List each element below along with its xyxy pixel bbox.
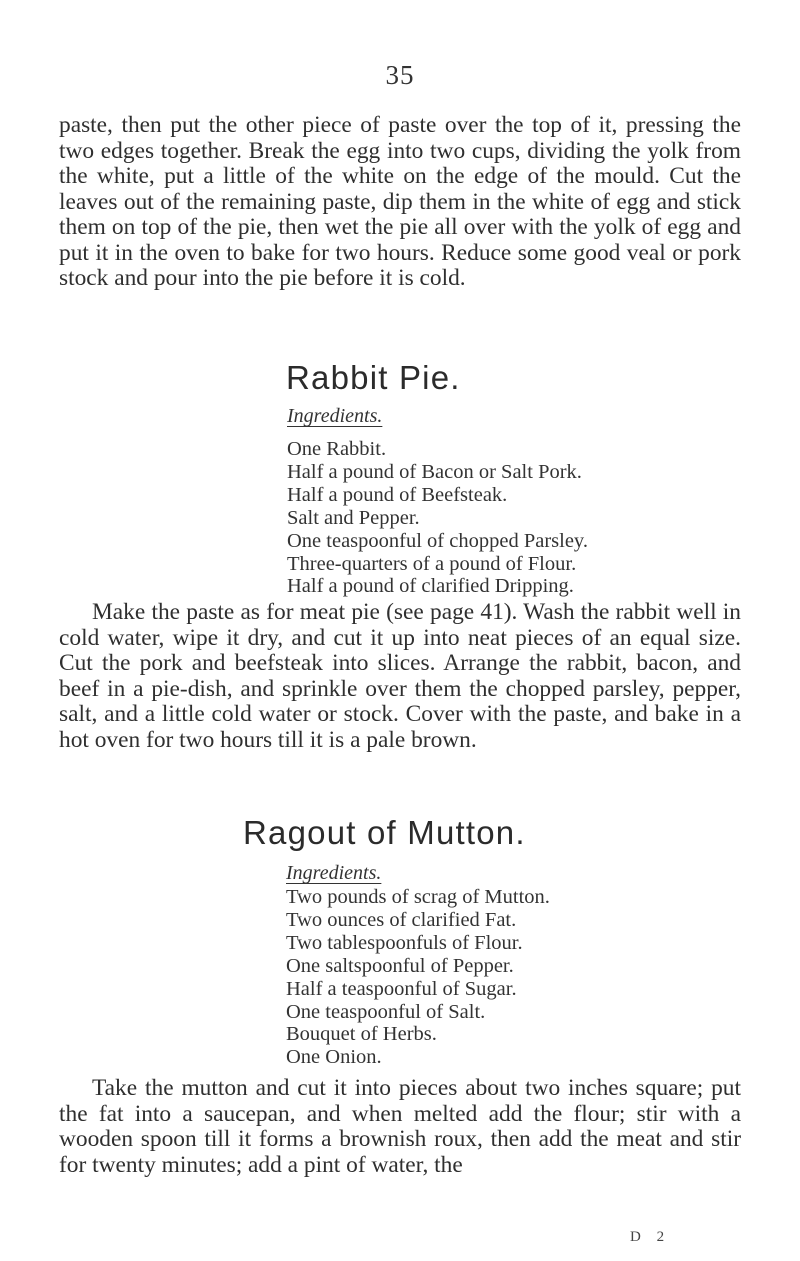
ingredient-item: One teaspoonful of Salt. xyxy=(286,1000,486,1023)
ingredient-item: One saltspoonful of Pepper. xyxy=(286,954,514,977)
ingredient-item: Half a teaspoonful of Sugar. xyxy=(286,977,517,1000)
ingredients-subtitle-rabbit-pie: Ingredients. xyxy=(287,405,383,427)
signature-mark: D 2 xyxy=(630,1229,671,1245)
ingredient-item: Two tablespoonfuls of Flour. xyxy=(286,931,523,954)
ingredient-list-rabbit-pie xyxy=(287,438,588,598)
ingredient-item: Half a pound of Bacon or Salt Pork. xyxy=(287,460,582,483)
ingredient-item: Bouquet of Herbs. xyxy=(286,1023,437,1046)
page-number: 35 xyxy=(385,60,415,90)
ingredient-item: One Rabbit. xyxy=(287,438,387,460)
recipe-title-ragout-of-mutton: Ragout of Mutton. xyxy=(243,814,526,851)
recipe-title-rabbit-pie: Rabbit Pie. xyxy=(286,359,461,396)
ingredient-item: One teaspoonful of chopped Parsley. xyxy=(287,529,588,552)
method-paragraph-rabbit-pie: Make the paste as for meat pie (see page 41). Wash the rabbit well in cold water, wipe it dry, and cut it up into neat pieces of an equal size. Cut the pork and beefsteak into slices. Arrange the rabbit, bacon, and beef in a pie-dish, and sprinkle over them the chopped parsley, pepper, salt, and a little cold water or stock. Cover with the paste, and bake in a hot oven for two hours till it is a pale brown. xyxy=(59,599,741,753)
ingredient-item: Two pounds of scrag of Mutton. xyxy=(286,886,550,908)
ingredient-item: Three-quarters of a pound of Flour. xyxy=(287,552,577,575)
method-paragraph-ragout-of-mutton: Take the mutton and cut it into pieces about two inches square; put the fat into a saucepan, and when melted add the flour; stir with a wooden spoon till it forms a brownish roux, then add the meat and stir for twenty minutes; add a pint of water, the xyxy=(59,1075,741,1178)
ingredient-item: Half a pound of Beefsteak. xyxy=(287,483,508,506)
ingredient-item: One Onion. xyxy=(286,1046,382,1069)
ingredient-item: Two ounces of clarified Fat. xyxy=(286,908,517,931)
ingredient-list-ragout-of-mutton xyxy=(286,886,550,1069)
ingredient-item: Half a pound of clarified Dripping. xyxy=(287,575,574,598)
ingredient-item: Salt and Pepper. xyxy=(287,506,420,529)
ingredients-subtitle-ragout-of-mutton: Ingredients. xyxy=(286,862,382,884)
intro-paragraph: paste, then put the other piece of paste over the top of it, pressing the two edges together. Break the egg into two cups, dividing the yolk from the white, put a little of the white on the edge of the mould. Cut the leaves out of the remaining paste, dip them in the white of egg and stick them on top of the pie, then wet the pie all over with the yolk of egg and put it in the oven to bake for two hours. Reduce some good veal or pork stock and pour into the pie before it is cold. xyxy=(59,112,741,291)
